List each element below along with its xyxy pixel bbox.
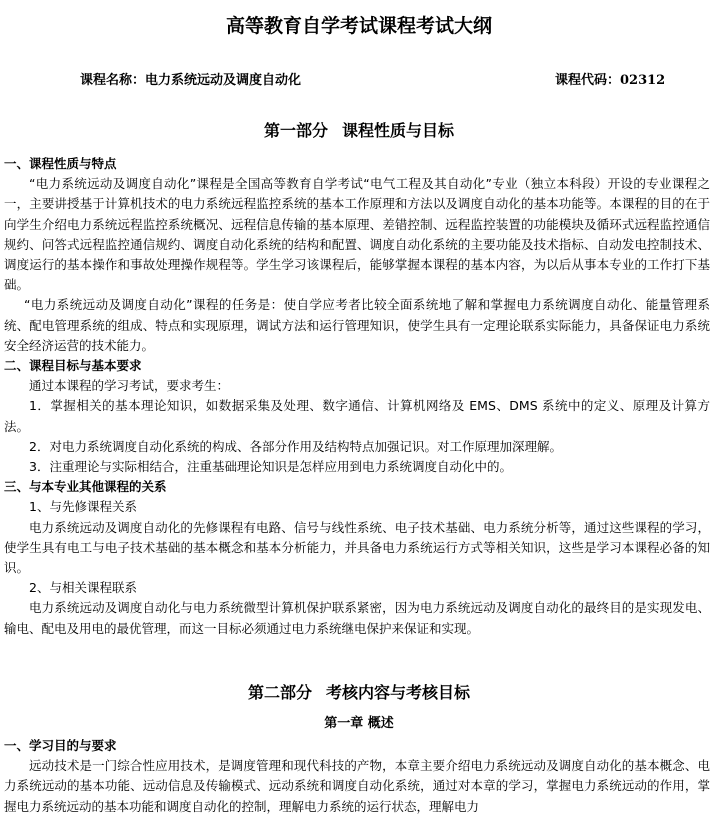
part2-title bbox=[0, 682, 718, 704]
section-heading: 一、学习目的与要求 bbox=[4, 738, 117, 753]
course-code: 课程代码：02312 bbox=[555, 73, 666, 88]
section-heading: 三、与本专业其他课程的关系 bbox=[4, 479, 167, 495]
part1-title bbox=[0, 120, 718, 142]
part1-body bbox=[4, 154, 710, 639]
part1-heading: 课程性质与目标 bbox=[342, 121, 455, 140]
paragraph: 电力系统远动及调度自动化的先修课程有电路、信号与线性系统、电子技术基础、电力系统分析等，通过这些课程的学习，使学生具有电工与电子技术基础的基本概念和基本分析能力，并具备电力系统运行方式等相关知识，这些是学习本课程必备的知识。 bbox=[4, 519, 710, 576]
part2-label: 第二部分 bbox=[247, 683, 312, 702]
chapter-title: 第一章 概述 bbox=[324, 716, 394, 731]
list-item: 1．掌握相关的基本理论知识，如数据采集及处理、数字通信、计算机网络及 EMS、DMS 系统中的定义、原理及计算方法。 bbox=[4, 398, 710, 434]
section-heading: 一、课程性质与特点 bbox=[4, 156, 117, 171]
part1-label: 第一部分 bbox=[263, 121, 328, 140]
paragraph: “电力系统远动及调度自动化”课程的任务是：使自学应考者比较全面系统地了解和掌握电力系统调度自动化、能量管理系统、配电管理系统的组成、特点和实现原理，调试方法和运行管理知识，使学生具有一定理论联系实际能力，具备保证电力系统安全经济运营的技术能力。 bbox=[4, 297, 710, 353]
paragraph: 电力系统远动及调度自动化与电力系统微型计算机保护联系紧密，因为电力系统远动及调度自动化的最终目的是实现发电、输电、配电及用电的最优管理，而这一目标必须通过电力系统继电保护来保证和实现。 bbox=[4, 600, 710, 636]
part2-body bbox=[4, 736, 710, 817]
part2-heading: 考核内容与考核目标 bbox=[326, 683, 471, 702]
paragraph: 远动技术是一门综合性应用技术，是调度管理和现代科技的产物，本章主要介绍电力系统远动及调度自动化的基本概念、电力系统远动的基本功能、远动信息及传输模式、远动系统和调度自动化系统，通过对本章的学习，掌握电力系统远动的作用，掌握电力系统远动的基本功能和调度自动化的控制，理解电力系统的运行状态，理解电力 bbox=[4, 758, 710, 814]
list-item: 2．对电力系统调度自动化系统的构成、各部分作用及结构特点加强记识。对工作原理加深理解。 bbox=[29, 438, 562, 454]
course-name: 课程名称：电力系统远动及调度自动化 bbox=[80, 73, 302, 88]
subsection-heading: 2、与相关课程联系 bbox=[29, 580, 137, 596]
document-title: 高等教育自学考试课程考试大纲 bbox=[225, 15, 492, 37]
list-item: 3．注重理论与实际相结合，注重基础理论知识是怎样应用到电力系统调度自动化中的。 bbox=[29, 459, 512, 475]
section-heading: 二、课程目标与基本要求 bbox=[4, 358, 142, 374]
paragraph: “电力系统远动及调度自动化”课程是全国高等教育自学考试“电气工程及其自动化”专业（独立本科段）开设的专业课程之一，主要讲授基于计算机技术的电力系统远程监控系统的基本工作原理和方法以及调度自动化的基本功能等。本课程的目的在于向学生介绍电力系统远程监控系统概况、远程信息传输的基本原理、差错控制、远程监控装置的功能模块及循环式远程监控通信规约、问答式远程监控通信规约、调度自动化系统的结构和配置、调度自动化系统的主要功能及技术指标、自动发电控制技术、调度运行的基本操作和事故处理操作规程等。学生学习该课程后，能够掌握本课程的基本内容，为以后从事本专业的工作打下基础。 bbox=[4, 176, 710, 293]
paragraph: 通过本课程的学习考试，要求考生： bbox=[29, 378, 230, 394]
subsection-heading: 1、与先修课程关系 bbox=[29, 499, 137, 515]
